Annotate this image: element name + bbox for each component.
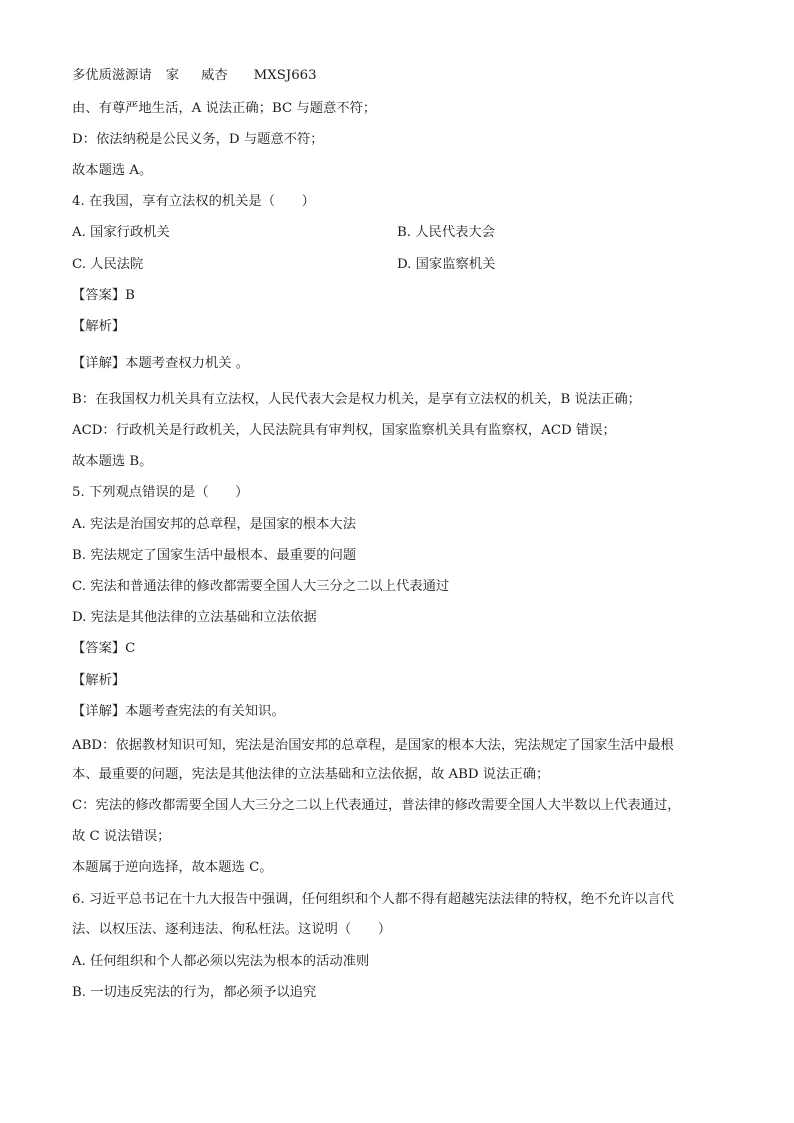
q4-detail: 【详解】本题考查权力机关 。 bbox=[72, 356, 250, 371]
q4-option-a: A. 国家行政机关 bbox=[72, 225, 170, 240]
q4-answer: 【答案】B bbox=[72, 288, 135, 303]
q4-explanation-line: ACD：行政机关是行政机关，人民法院具有审判权，国家监察机关具有监察权，ACD 错误； bbox=[72, 423, 616, 438]
q3-conclusion: 故本题选 A。 bbox=[72, 163, 153, 178]
page-header bbox=[72, 67, 722, 85]
header-text-1: 多优质滋源请 bbox=[72, 68, 152, 83]
q5-explanation-line: ABD：依据教材知识可知，宪法是治国安邦的总章程，是国家的根本大法，宪法规定了国家生活中最根 bbox=[72, 738, 674, 753]
q4-explanation-line: B：在我国权力机关具有立法权，人民代表大会是权力机关，是享有立法权的机关，B 说法正确； bbox=[72, 392, 641, 407]
header-code: MXSJ663 bbox=[253, 68, 317, 83]
q5-option-b: B. 宪法规定了国家生活中最根本、最重要的问题 bbox=[72, 548, 357, 563]
q4-option-d: D. 国家监察机关 bbox=[397, 257, 496, 272]
q3-explanation-line: D：依法纳税是公民义务，D 与题意不符； bbox=[72, 132, 324, 147]
q6-stem: 法、以权压法、逐利违法、徇私枉法。这说明（ ） bbox=[72, 922, 392, 937]
q4-option-c: C. 人民法院 bbox=[72, 257, 144, 272]
q5-answer: 【答案】C bbox=[72, 641, 136, 656]
q5-explanation-line: 故 C 说法错误； bbox=[72, 829, 171, 844]
header-text-3: 威杏 bbox=[201, 68, 228, 83]
q3-explanation-line: 由、有尊严地生活，A 说法正确；BC 与题意不符； bbox=[72, 101, 377, 116]
q4-analysis-heading: 【解析】 bbox=[72, 319, 126, 334]
q4-stem: 4. 在我国，享有立法权的机关是（ ） bbox=[72, 194, 315, 209]
q5-explanation-line: 本、最重要的问题，宪法是其他法律的立法基础和立法依据，故 ABD 说法正确； bbox=[72, 767, 550, 782]
q6-stem: 6. 习近平总书记在十九大报告中强调，任何组织和个人都不得有超越宪法法律的特权，绝不允许以言代 bbox=[72, 892, 674, 907]
q5-option-c: C. 宪法和普通法律的修改都需要全国人大三分之二以上代表通过 bbox=[72, 579, 450, 594]
q5-option-a: A. 宪法是治国安邦的总章程，是国家的根本大法 bbox=[72, 517, 356, 532]
q4-option-b: B. 人民代表大会 bbox=[397, 225, 496, 240]
q5-stem: 5. 下列观点错误的是（ ） bbox=[72, 485, 249, 500]
q5-option-d: D. 宪法是其他法律的立法基础和立法依据 bbox=[72, 610, 317, 625]
q5-explanation-line: C：宪法的修改都需要全国人大三分之二以上代表通过，普法律的修改需要全国人大半数以上代表通过， bbox=[72, 798, 681, 813]
q5-detail: 【详解】本题考查宪法的有关知识。 bbox=[72, 704, 285, 719]
q6-option-b: B. 一切违反宪法的行为，都必须予以追究 bbox=[72, 985, 317, 1000]
q6-option-a: A. 任何组织和个人都必须以宪法为根本的活动准则 bbox=[72, 954, 370, 969]
q5-conclusion: 本题属于逆向选择，故本题选 C。 bbox=[72, 860, 273, 875]
q4-conclusion: 故本题选 B。 bbox=[72, 454, 153, 469]
q5-analysis-heading: 【解析】 bbox=[72, 673, 126, 688]
header-text-2: 家 bbox=[165, 68, 180, 83]
